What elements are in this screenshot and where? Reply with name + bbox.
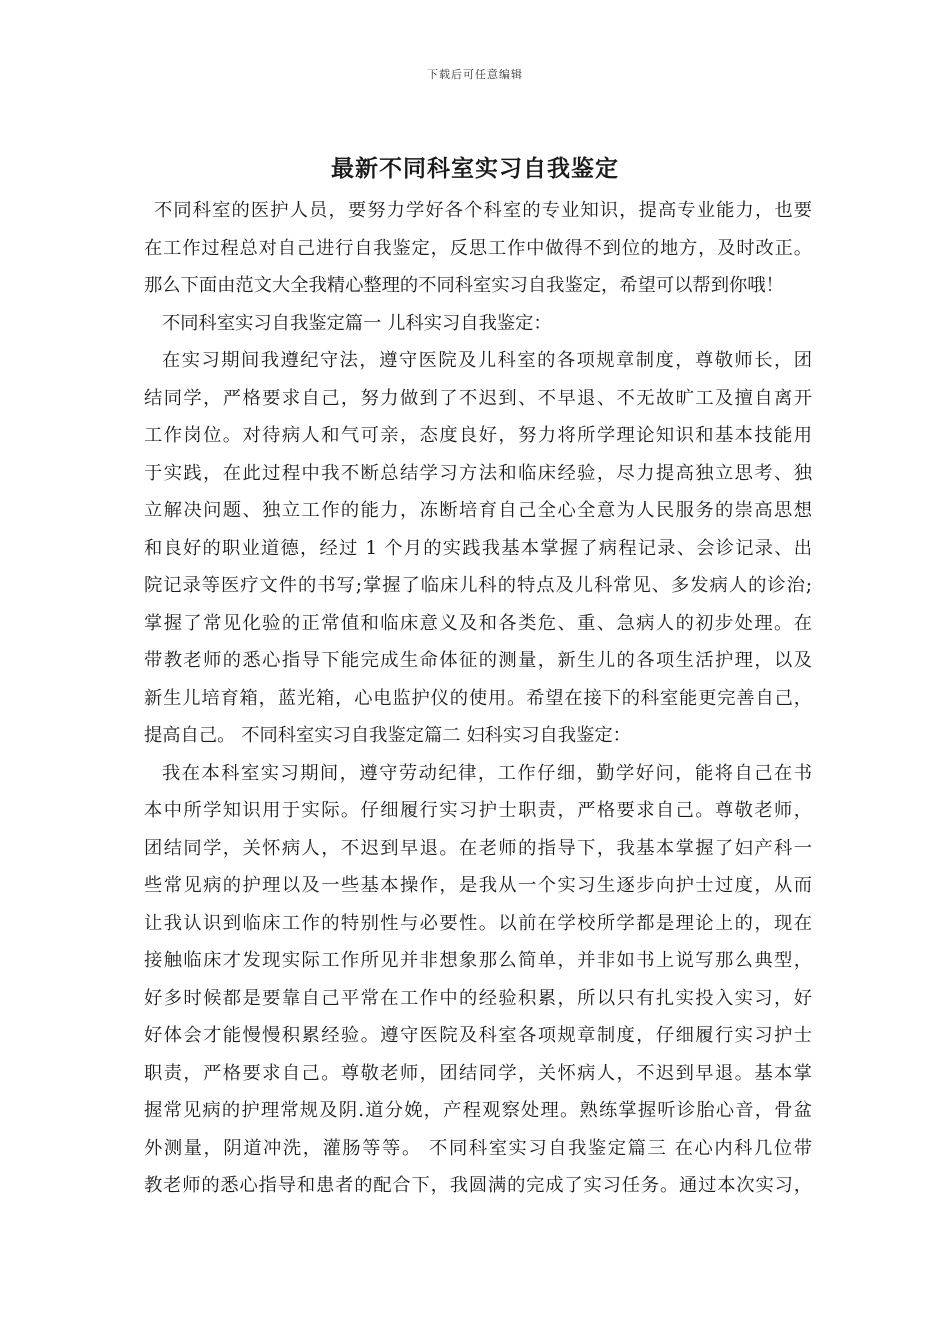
text-line: 提高自己。 不同科室实习自我鉴定篇二 妇科实习自我鉴定： [144,725,631,746]
text-line: 在工作过程总对自己进行自我鉴定，反思工作中做得不到位的地方，及时改正。 [144,237,812,259]
text-line: 那么下面由范文大全我精心整理的不同科室实习自我鉴定，希望可以帮到你哦！ [144,275,784,296]
text-line: 接触临床才发现实际工作所见并非想象那么简单，并非如书上说写那么典型， [144,950,812,971]
text-line: 带教老师的悉心指导下能完成生命体征的测量，新生儿的各项生活护理，以及 [144,650,812,671]
text-line: 院记录等医疗文件的书写;掌握了临床儿科的特点及儿科常见、多发病人的诊治; [144,575,812,596]
text-line: 好多时候都是要靠自己平常在工作中的经验积累，所以只有扎实投入实习，好 [144,987,812,1009]
text-line: 外测量，阴道冲洗，灌肠等等。 不同科室实习自我鉴定篇三 在心内科几位带 [144,1137,812,1159]
text-line: 掌握了常见化验的正常值和临床意义及和各类危、重、急病人的初步处理。在 [144,612,812,634]
text-line: 在实习期间我遵纪守法，遵守医院及儿科室的各项规章制度，尊敬师长，团 [162,350,812,371]
text-line: 团结同学，关怀病人，不迟到早退。在老师的指导下，我基本掌握了妇产科一 [144,837,812,859]
text-line: 我在本科室实习期间，遵守劳动纪律，工作仔细，勤学好问，能将自己在书 [162,762,812,784]
text-line: 于实践，在此过程中我不断总结学习方法和临床经验，尽力提高独立思考、独 [144,462,812,484]
text-line: 好体会才能慢慢积累经验。遵守医院及科室各项规章制度，仔细履行实习护士 [144,1025,812,1046]
text-line: 和良好的职业道德，经过 1 个月的实践我基本掌握了病程记录、会诊记录、出 [144,537,812,559]
header-note: 下载后可任意编辑 [427,68,523,81]
text-line: 握常见病的护理常规及阴.道分娩，产程观察处理。熟练掌握听诊胎心音，骨盆 [144,1100,812,1121]
text-line: 让我认识到临床工作的特别性与必要性。以前在学校所学都是理论上的，现在 [144,912,812,934]
text-line: 教老师的悉心指导和患者的配合下，我圆满的完成了实习任务。通过本次实习， [144,1175,812,1196]
text-line: 本中所学知识用于实际。仔细履行实习护士职责，严格要求自己。尊敬老师， [144,800,812,821]
section-heading-line: 不同科室实习自我鉴定篇一 儿科实习自我鉴定： [162,312,552,334]
text-line: 结同学，严格要求自己，努力做到了不迟到、不早退、不无故旷工及擅自离开 [144,387,812,409]
text-line: 不同科室的医护人员，要努力学好各个科室的专业知识，提高专业能力，也要 [154,200,812,221]
document-title: 最新不同科室实习自我鉴定 [331,155,619,182]
document-body [144,192,812,1205]
text-line: 些常见病的护理以及一些基本操作，是我从一个实习生逐步向护士过度，从而 [144,875,812,896]
text-line: 立解决问题、独立工作的能力，冻断培育自己全心全意为人民服务的崇高思想 [144,500,812,521]
text-line: 职责，严格要求自己。尊敬老师，团结同学，关怀病人，不迟到早退。基本掌 [144,1062,812,1084]
text-line: 新生儿培育箱，蓝光箱，心电监护仪的使用。希望在接下的科室能更完善自己， [144,687,812,709]
text-line: 工作岗位。对待病人和气可亲，态度良好，努力将所学理论知识和基本技能用 [144,425,812,446]
